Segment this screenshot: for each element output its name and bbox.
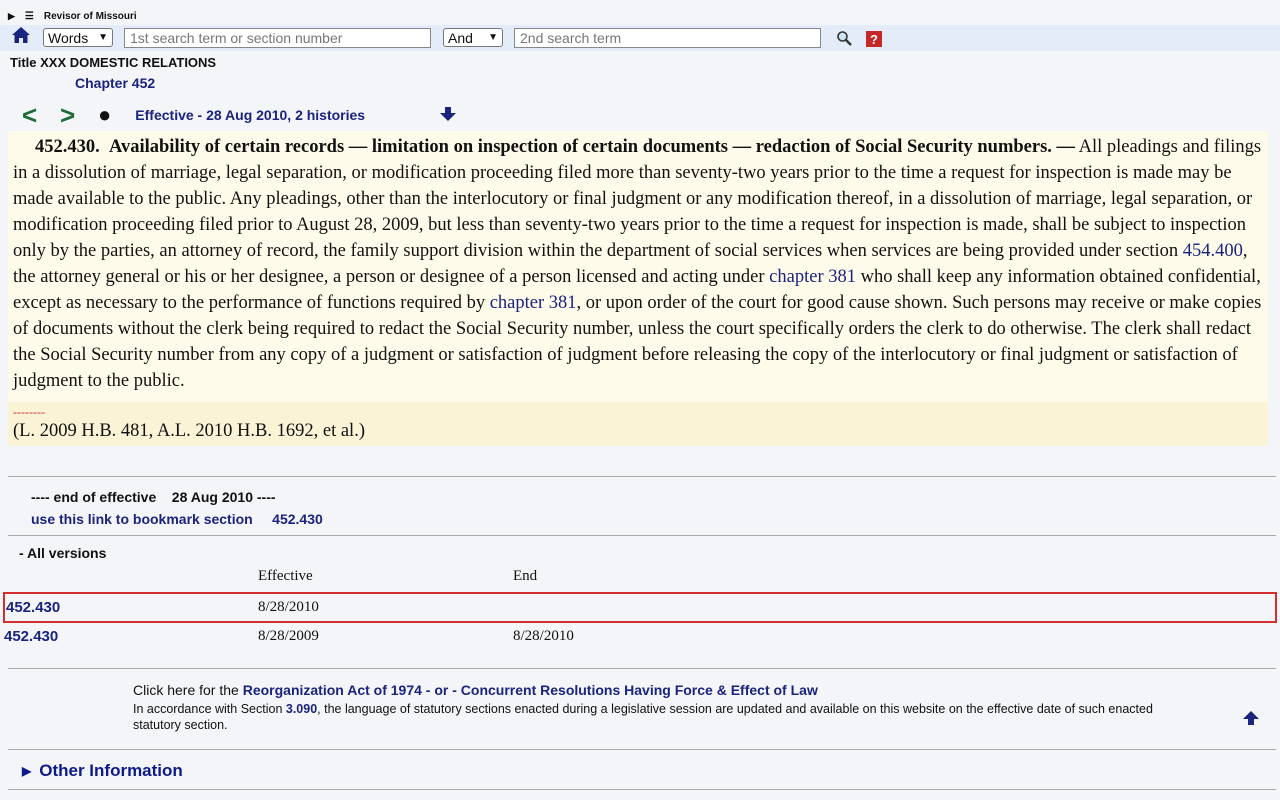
bookmark-link[interactable]: use this link to bookmark section 452.430 <box>31 511 323 527</box>
next-icon[interactable]: > <box>60 99 76 130</box>
section-body: 452.430. Availability of certain records — limitation on inspection of certain documents — redaction of Social Security numbers. — All pleadings and filings in a dissolution of marriage, legal separation, or modification proceeding filed more than seventy-two years prior to the time a request for inspection is made may be made available to the public. Any pleadings, other than the interlocutory or final judgment or any modification thereof, in a dissolution of marriage, legal separation, or modification proceeding filed prior to August 28, 2009, but less than seventy-two years prior to the time a request for inspection is made, shall be subject to inspection only by the parties, an attorney of record, the family support division within the department of social services when services are being provided under section 454.400, the attorney general or his or her designee, a person or designee of a person licensed and acting under chapter 381 who shall keep any information obtained confidential, except as necessary to the performance of functions required by chapter 381, or upon order of the court for good cause shown. Such persons may receive or make copies of documents without the clerk being required to redact the Social Security number, unless the court specifically orders the clerk to do otherwise. The clerk shall redact the Social Security number from any copy of a judgment or satisfaction of judgment before releasing the copy of the interlocutory or final judgment or satisfaction of judgment to the public. <box>13 137 1262 391</box>
version-end-date: 8/28/2010 <box>513 628 574 644</box>
title-heading: Title XXX DOMESTIC RELATIONS <box>10 55 217 70</box>
site-title: Revisor of Missouri <box>43 10 137 22</box>
version-row-current <box>3 592 1277 623</box>
history-separator: -------- <box>13 405 45 419</box>
search-bar <box>0 25 1280 51</box>
chapter-381-link-2[interactable]: chapter 381 <box>489 293 577 313</box>
search-icon[interactable] <box>836 30 852 46</box>
svg-text:?: ? <box>870 32 878 47</box>
history-citation: (L. 2009 H.B. 481, A.L. 2010 H.B. 1692, et al.) <box>13 421 365 441</box>
reorganization-act-link[interactable]: Reorganization Act of 1974 <box>242 682 422 698</box>
expand-triangle-icon[interactable]: ▶ <box>8 10 15 21</box>
current-section-bullet: ● <box>98 102 112 127</box>
help-icon[interactable] <box>866 31 882 47</box>
section-link-454-400[interactable]: 454.400 <box>1182 241 1243 261</box>
section-text-box <box>8 131 1268 446</box>
version-section-link[interactable]: 452.430 <box>6 599 61 616</box>
up-arrow-icon[interactable] <box>1242 710 1260 726</box>
history-box <box>8 402 1268 446</box>
section-navigation <box>22 101 365 129</box>
second-search-input[interactable]: 2nd search term <box>514 28 821 48</box>
version-effective-date: 8/28/2009 <box>258 628 319 644</box>
chevron-down-icon: ▼ <box>488 32 498 43</box>
section-3-090-link[interactable]: 3.090 <box>285 702 318 716</box>
footer-notes: Click here for the Reorganization Act of 1974 - or - Concurrent Resolutions Having Force & Effect of Law In accordance with Section 3.090, the language of statutory sections enacted during a legislative session are updated and available on this website on the effective date of such enacted statutory section. <box>133 682 1153 732</box>
menu-icon[interactable]: ☰ <box>24 10 34 22</box>
version-section-link[interactable]: 452.430 <box>4 628 59 645</box>
end-column-header: End <box>513 568 538 584</box>
version-effective-date: 8/28/2010 <box>258 599 319 615</box>
first-search-input[interactable]: 1st search term or section number <box>124 28 431 48</box>
search-operator-select[interactable]: And ▼ <box>443 28 503 47</box>
other-information-toggle[interactable]: ▶ Other Information <box>22 761 183 780</box>
section-heading: Availability of certain records — limitation on inspection of certain documents — redaction of Social Security numbers. — <box>109 137 1076 157</box>
down-arrow-icon[interactable] <box>439 106 457 122</box>
top-line <box>8 9 137 23</box>
all-versions-toggle[interactable]: - All versions <box>19 545 107 561</box>
divider <box>8 535 1276 536</box>
divider <box>8 668 1276 669</box>
divider <box>8 789 1276 790</box>
section-number: 452.430. <box>35 137 100 157</box>
effective-histories-link[interactable]: Effective - 28 Aug 2010, 2 histories <box>135 107 366 123</box>
end-of-effective: ---- end of effective 28 Aug 2010 ---- <box>31 489 276 505</box>
effective-column-header: Effective <box>258 568 313 584</box>
version-row <box>3 622 1277 653</box>
previous-icon[interactable]: < <box>22 99 38 130</box>
divider <box>8 749 1276 750</box>
expand-triangle-icon: ▶ <box>22 764 32 778</box>
chapter-381-link[interactable]: chapter 381 <box>769 267 856 287</box>
divider <box>8 476 1276 477</box>
home-icon[interactable] <box>11 26 31 44</box>
chapter-link[interactable]: Chapter 452 <box>75 75 156 91</box>
concurrent-resolutions-link[interactable]: Concurrent Resolutions Having Force & Effect of Law <box>460 682 818 698</box>
search-mode-select[interactable]: Words ▼ <box>43 28 113 47</box>
chevron-down-icon: ▼ <box>98 32 108 43</box>
